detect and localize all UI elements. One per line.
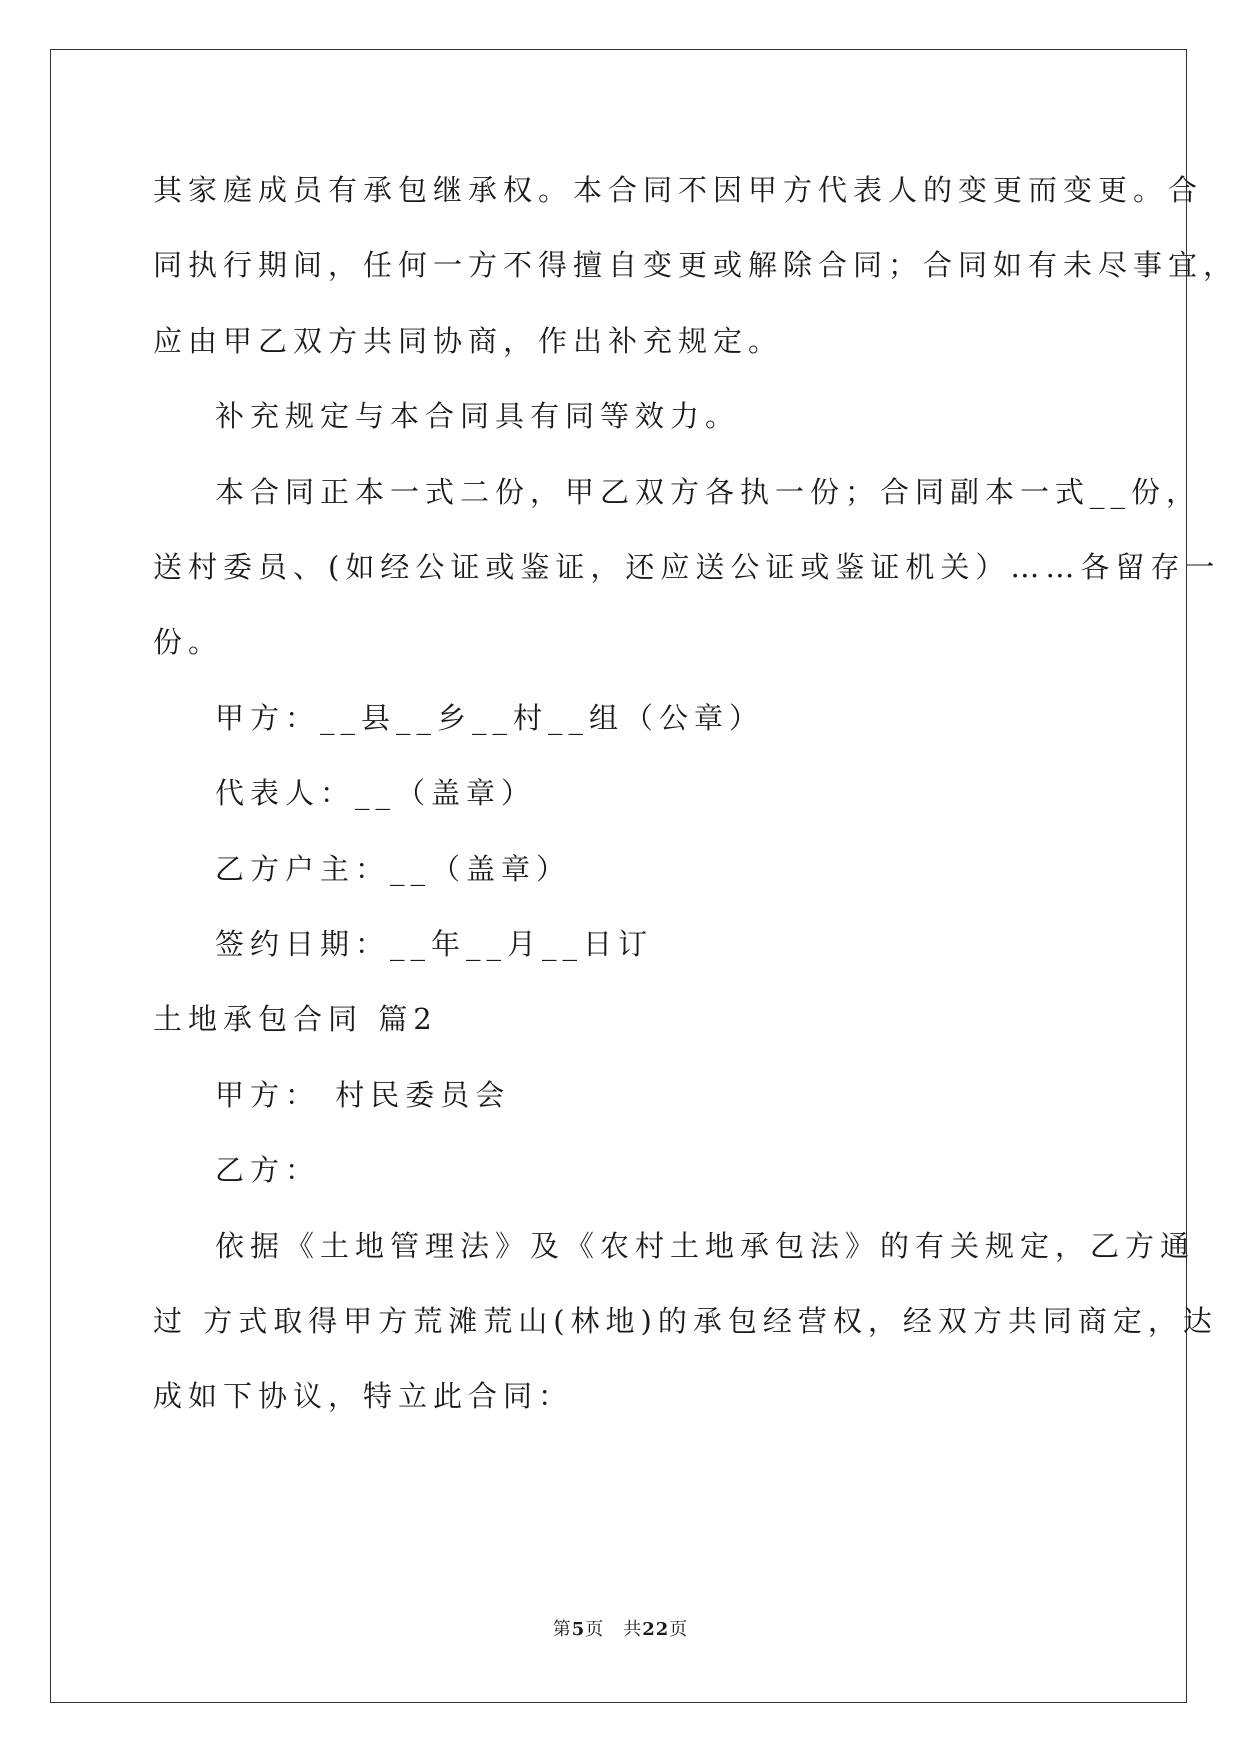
- party-a-line: 甲方： 村民委员会: [215, 1078, 511, 1112]
- party-b-line: 乙方：: [215, 1153, 321, 1187]
- body-text-line: 同执行期间，任何一方不得擅自变更或解除合同；合同如有未尽事宜，: [153, 248, 1239, 282]
- representative-signature-line: 代表人：__（盖章）: [215, 776, 537, 810]
- section-heading: 土地承包合同 篇2: [153, 1002, 438, 1036]
- body-text-line: 成如下协议，特立此合同：: [153, 1379, 574, 1413]
- page-footer: [0, 1618, 1241, 1642]
- party-b-signature-line: 乙方户主：__（盖章）: [215, 852, 572, 886]
- body-text-line: 本合同正本一式二份，甲乙双方各执一份；合同副本一式__份，: [215, 475, 1202, 509]
- current-page-number: 5: [571, 1619, 586, 1640]
- body-text-line: 应由甲乙双方共同协商，作出补充规定。: [153, 324, 784, 358]
- body-text-line: 份。: [153, 625, 224, 659]
- body-text-line: 依据《土地管理法》及《农村土地承包法》的有关规定，乙方通: [215, 1229, 1196, 1263]
- total-page-count: 22: [642, 1619, 670, 1640]
- footer-suffix: 页: [669, 1619, 689, 1640]
- footer-mid: 页 共: [585, 1619, 643, 1640]
- signing-date-line: 签约日期：__年__月__日订: [215, 927, 654, 961]
- body-text-line: 其家庭成员有承包继承权。本合同不因甲方代表人的变更而变更。合: [153, 173, 1204, 207]
- party-a-signature-line: 甲方：__县__乡__村__组（公章）: [215, 701, 765, 735]
- body-text-line: 过 方式取得甲方荒滩荒山(林地)的承包经营权，经双方共同商定，达: [153, 1304, 1218, 1338]
- body-text-line: 送村委员、(如经公证或鉴证，还应送公证或鉴证机关）……各留存一: [153, 550, 1221, 584]
- body-text-line: 补充规定与本合同具有同等效力。: [215, 399, 741, 433]
- footer-prefix: 第: [552, 1619, 572, 1640]
